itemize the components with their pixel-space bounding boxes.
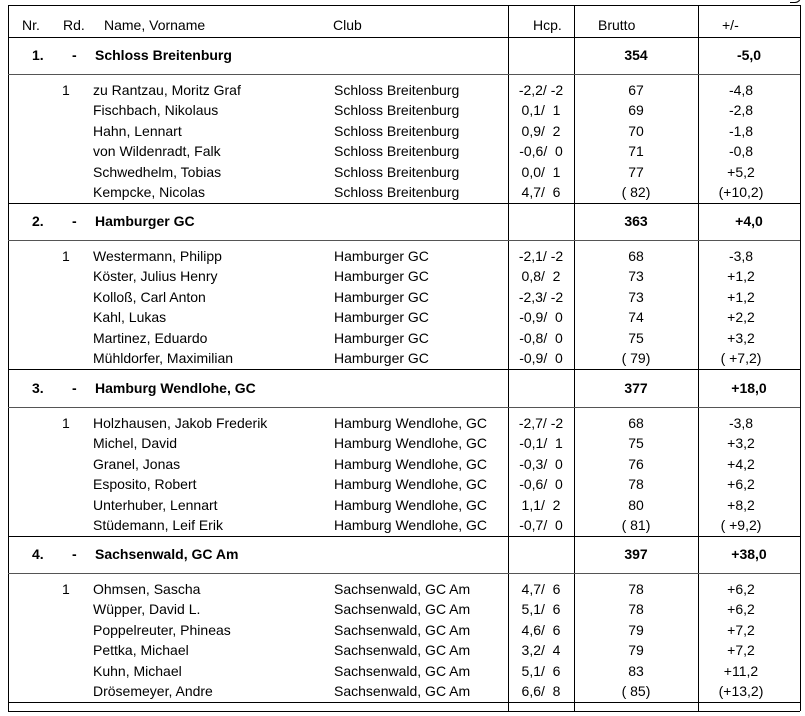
player-diff: +6,2 xyxy=(727,476,755,493)
player-brutto: ( 79) xyxy=(621,350,651,366)
player-club: Sachsenwald, GC Am xyxy=(334,581,471,597)
player-diff: -3,8 xyxy=(728,248,754,264)
player-brutto: 68 xyxy=(628,248,644,264)
player-hcp: 4,7/ 6 xyxy=(521,581,561,597)
player-name: Kempcke, Nicolas xyxy=(93,184,206,200)
team-brutto: 354 xyxy=(624,47,648,63)
player-brutto: 79 xyxy=(628,621,644,638)
player-hcp: 0,9/ 2 xyxy=(521,122,561,139)
player-name: Stüdemann, Leif Erik xyxy=(93,517,223,533)
team-separator xyxy=(8,240,800,241)
player-name: Westermann, Philipp xyxy=(93,248,222,264)
player-brutto: 83 xyxy=(628,662,644,679)
team-round-dash: - xyxy=(72,47,77,63)
player-brutto: 75 xyxy=(628,329,644,346)
team-bottom-border xyxy=(8,203,800,204)
team-diff: +38,0 xyxy=(731,546,767,562)
player-diff: +8,2 xyxy=(727,496,755,513)
player-hcp: -2,2/ -2 xyxy=(518,82,564,98)
player-diff: -2,8 xyxy=(728,102,754,119)
left-border xyxy=(8,5,9,711)
player-brutto: 78 xyxy=(628,601,644,618)
player-diff: +1,2 xyxy=(727,268,755,285)
player-club: Sachsenwald, GC Am xyxy=(334,683,471,699)
player-diff: +6,2 xyxy=(727,581,755,597)
header-name: Name, Vorname xyxy=(104,17,206,33)
player-brutto: 80 xyxy=(628,496,644,513)
player-name: Kuhn, Michael xyxy=(93,662,182,679)
player-brutto: 69 xyxy=(628,102,644,119)
player-club: Hamburg Wendlohe, GC xyxy=(334,476,488,493)
player-hcp: 4,7/ 6 xyxy=(521,184,561,200)
player-club: Schloss Breitenburg xyxy=(334,82,460,98)
player-diff: -4,8 xyxy=(728,82,754,98)
player-hcp: -2,3/ -2 xyxy=(518,288,564,305)
player-brutto: 68 xyxy=(628,415,644,431)
player-diff: +5,2 xyxy=(727,163,755,180)
player-hcp: 6,6/ 8 xyxy=(521,683,561,699)
player-hcp: 0,8/ 2 xyxy=(521,268,561,285)
team-diff: -5,0 xyxy=(736,47,762,63)
header-brutto: Brutto xyxy=(598,17,636,33)
player-brutto: 73 xyxy=(628,268,644,285)
team-rank: 4. xyxy=(32,546,44,562)
player-round: 1 xyxy=(62,581,70,597)
player-club: Hamburger GC xyxy=(334,268,429,285)
player-hcp: 5,1/ 6 xyxy=(521,601,561,618)
player-diff: +11,2 xyxy=(723,662,759,679)
player-club: Hamburg Wendlohe, GC xyxy=(334,517,488,533)
player-round: 1 xyxy=(62,82,70,98)
player-club: Hamburg Wendlohe, GC xyxy=(334,496,488,513)
player-hcp: 0,1/ 1 xyxy=(521,102,561,119)
team-rank: 1. xyxy=(32,47,44,63)
player-round: 1 xyxy=(62,415,70,431)
player-name: Wüpper, David L. xyxy=(93,601,201,618)
player-club: Schloss Breitenburg xyxy=(334,184,460,200)
team-separator xyxy=(8,407,800,408)
player-club: Sachsenwald, GC Am xyxy=(334,662,471,679)
player-brutto: 71 xyxy=(628,143,644,160)
player-club: Schloss Breitenburg xyxy=(334,102,460,119)
player-hcp: -0,1/ 1 xyxy=(519,435,563,452)
player-club: Hamburg Wendlohe, GC xyxy=(334,415,488,431)
team-separator xyxy=(8,573,800,574)
player-hcp: -0,6/ 0 xyxy=(519,476,563,493)
team-rank: 3. xyxy=(32,380,44,396)
team-name: Hamburg Wendlohe, GC xyxy=(95,380,256,396)
team-bottom-border xyxy=(8,369,800,370)
team-name: Sachsenwald, GC Am xyxy=(95,546,239,562)
header-nr: Nr. xyxy=(22,17,40,33)
player-diff: (+13,2) xyxy=(718,683,764,699)
team-name: Schloss Breitenburg xyxy=(95,47,232,63)
player-diff: ( +9,2) xyxy=(720,517,762,533)
team-separator xyxy=(8,74,800,75)
player-hcp: 3,2/ 4 xyxy=(521,642,561,659)
player-brutto: 77 xyxy=(628,163,644,180)
player-name: Ohmsen, Sascha xyxy=(93,581,201,597)
player-brutto: 78 xyxy=(628,581,644,597)
player-brutto: 78 xyxy=(628,476,644,493)
player-brutto: ( 85) xyxy=(621,683,651,699)
player-name: Pettka, Michael xyxy=(93,642,189,659)
player-brutto: 74 xyxy=(628,309,644,326)
player-hcp: 5,1/ 6 xyxy=(521,662,561,679)
player-name: Esposito, Robert xyxy=(93,476,197,493)
team-brutto: 397 xyxy=(624,546,648,562)
team-diff: +4,0 xyxy=(735,213,763,229)
player-diff: +4,2 xyxy=(727,455,755,472)
player-diff: -1,8 xyxy=(728,122,754,139)
player-hcp: -0,3/ 0 xyxy=(519,455,563,472)
table-bottom-border xyxy=(8,711,800,712)
player-name: Poppelreuter, Phineas xyxy=(93,621,231,638)
player-brutto: 67 xyxy=(628,82,644,98)
player-name: Martinez, Eduardo xyxy=(93,329,208,346)
player-club: Hamburg Wendlohe, GC xyxy=(334,435,488,452)
player-club: Schloss Breitenburg xyxy=(334,163,460,180)
player-club: Schloss Breitenburg xyxy=(334,122,460,139)
player-brutto: 73 xyxy=(628,288,644,305)
player-diff: +1,2 xyxy=(727,288,755,305)
player-club: Sachsenwald, GC Am xyxy=(334,642,471,659)
player-diff: +7,2 xyxy=(727,621,755,638)
team-round-dash: - xyxy=(72,213,77,229)
player-round: 1 xyxy=(62,248,70,264)
player-hcp: 1,1/ 2 xyxy=(521,496,561,513)
player-name: Drösemeyer, Andre xyxy=(93,683,213,699)
player-club: Sachsenwald, GC Am xyxy=(334,601,471,618)
player-diff: +3,2 xyxy=(727,329,755,346)
player-club: Hamburger GC xyxy=(334,248,429,264)
player-diff: +7,2 xyxy=(727,642,755,659)
header-rd: Rd. xyxy=(63,17,85,33)
player-diff: +2,2 xyxy=(727,309,755,326)
header-hcp: Hcp. xyxy=(533,17,562,33)
player-hcp: -2,1/ -2 xyxy=(518,248,564,264)
player-name: Schwedhelm, Tobias xyxy=(93,163,222,180)
player-diff: -3,8 xyxy=(728,415,754,431)
right-border xyxy=(800,5,801,711)
player-club: Hamburger GC xyxy=(334,329,429,346)
player-diff: +3,2 xyxy=(727,435,755,452)
player-diff: -0,8 xyxy=(728,143,754,160)
player-hcp: 4,6/ 6 xyxy=(521,621,561,638)
player-brutto: 79 xyxy=(628,642,644,659)
header-bottom-border xyxy=(8,37,800,38)
player-hcp: -0,6/ 0 xyxy=(519,143,563,160)
player-name: Hahn, Lennart xyxy=(93,122,182,139)
player-name: Fischbach, Nikolaus xyxy=(93,102,219,119)
player-hcp: -0,9/ 0 xyxy=(519,350,563,366)
team-rank: 2. xyxy=(32,213,44,229)
team-brutto: 363 xyxy=(624,213,648,229)
team-round-dash: - xyxy=(72,546,77,562)
team-name: Hamburger GC xyxy=(95,213,195,229)
player-club: Hamburger GC xyxy=(334,288,429,305)
team-bottom-border xyxy=(8,702,800,703)
player-diff: +6,2 xyxy=(727,601,755,618)
player-brutto: ( 82) xyxy=(621,184,651,200)
player-hcp: -0,8/ 0 xyxy=(519,329,563,346)
player-name: Holzhausen, Jakob Frederik xyxy=(93,415,268,431)
player-hcp: 0,0/ 1 xyxy=(521,163,561,180)
team-round-dash: - xyxy=(72,380,77,396)
player-name: Granel, Jonas xyxy=(93,455,181,472)
player-hcp: -2,7/ -2 xyxy=(518,415,564,431)
team-brutto: 377 xyxy=(624,380,648,396)
team-bottom-border xyxy=(8,536,800,537)
player-name: Köster, Julius Henry xyxy=(93,268,218,285)
player-name: Unterhuber, Lennart xyxy=(93,496,218,513)
player-hcp: -0,7/ 0 xyxy=(519,517,563,533)
player-club: Sachsenwald, GC Am xyxy=(334,621,471,638)
player-brutto: ( 81) xyxy=(621,517,651,533)
player-club: Hamburger GC xyxy=(334,350,429,366)
player-name: Kahl, Lukas xyxy=(93,309,167,326)
player-brutto: 76 xyxy=(628,455,644,472)
player-diff: (+10,2) xyxy=(718,184,764,200)
table-top-border xyxy=(8,5,800,6)
header-diff: +/- xyxy=(722,17,739,33)
header-club: Club xyxy=(333,17,362,33)
team-diff: +18,0 xyxy=(731,380,767,396)
player-name: Mühldorfer, Maximilian xyxy=(93,350,234,366)
player-club: Hamburg Wendlohe, GC xyxy=(334,455,488,472)
player-diff: ( +7,2) xyxy=(720,350,762,366)
page-corner-mark xyxy=(790,0,801,3)
player-club: Schloss Breitenburg xyxy=(334,143,460,160)
player-club: Hamburger GC xyxy=(334,309,429,326)
player-name: Kolloß, Carl Anton xyxy=(93,288,206,305)
player-brutto: 75 xyxy=(628,435,644,452)
player-name: zu Rantzau, Moritz Graf xyxy=(93,82,241,98)
player-brutto: 70 xyxy=(628,122,644,139)
player-hcp: -0,9/ 0 xyxy=(519,309,563,326)
player-name: von Wildenradt, Falk xyxy=(93,143,221,160)
player-name: Michel, David xyxy=(93,435,178,452)
